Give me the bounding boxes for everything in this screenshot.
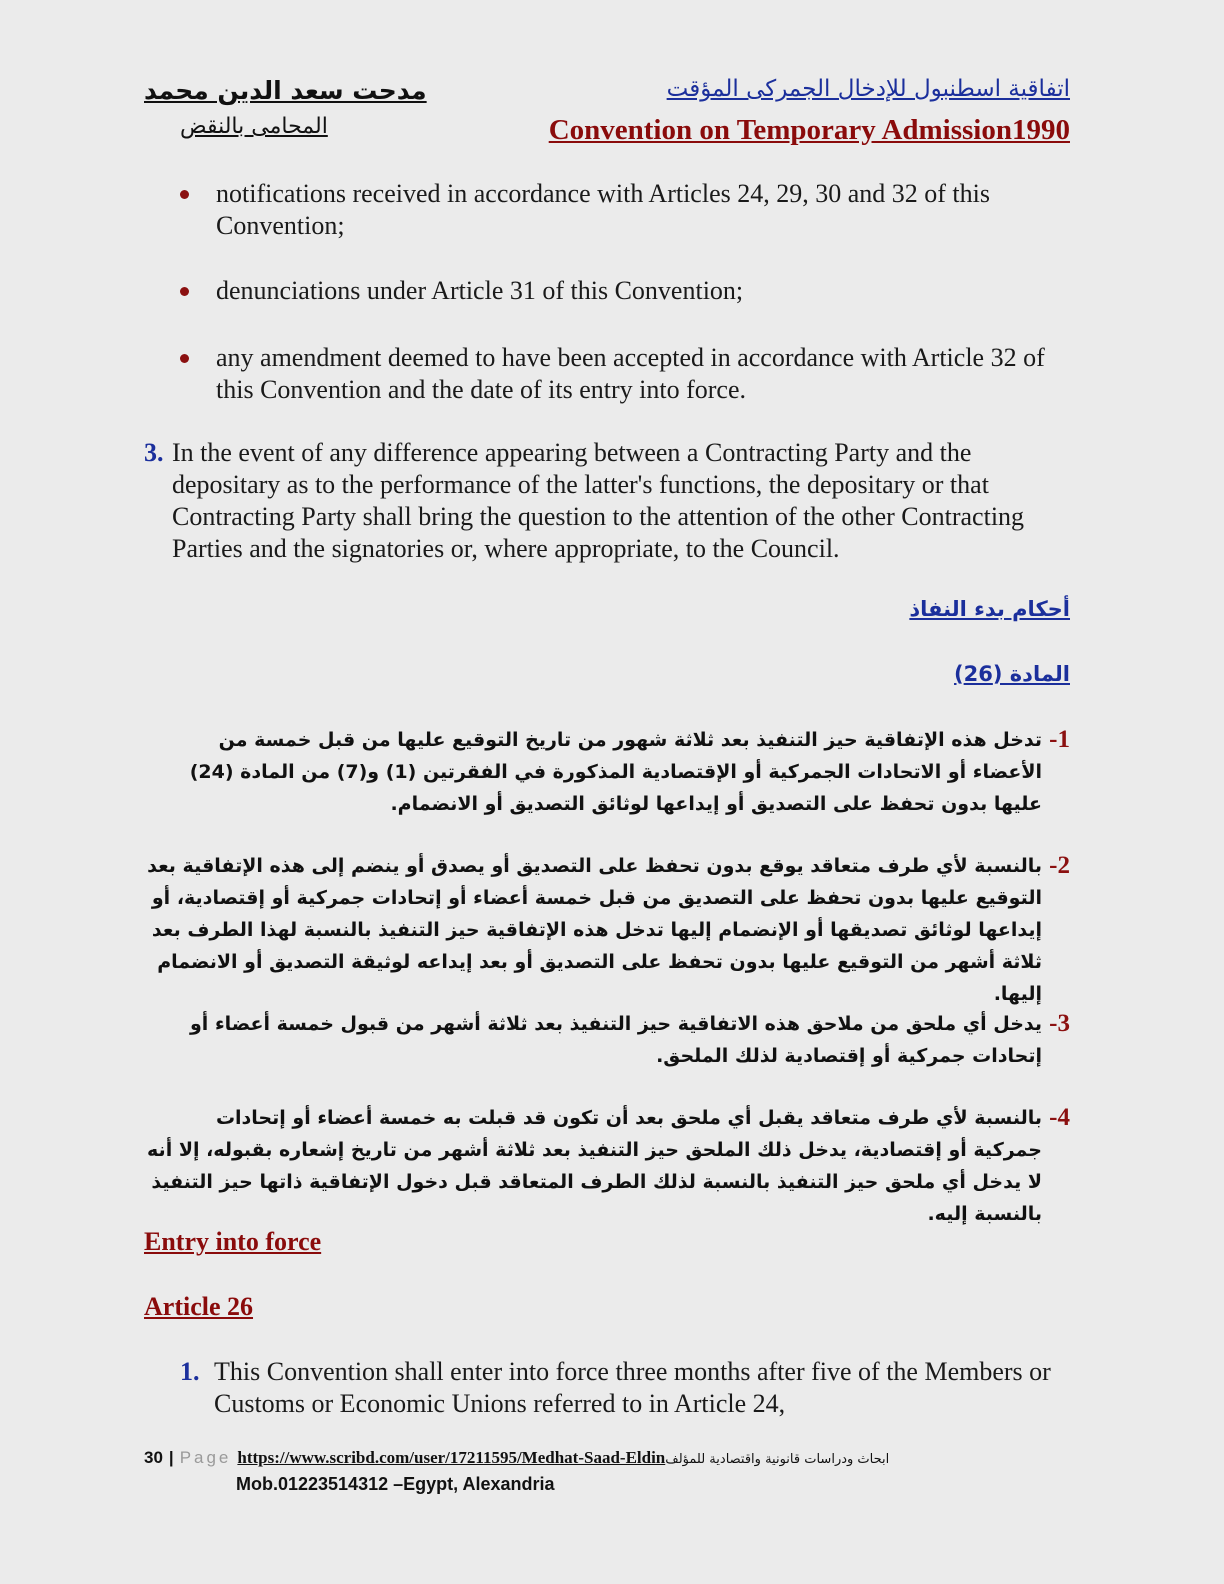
bullet-dot-icon [180, 287, 189, 296]
arabic-paragraph-text: بالنسبة لأي طرف متعاقد يوقع بدون تحفظ على التصديق أو يصدق أو ينضم إلى هذه الإتفاقية بعد التوقيع عليها بدون تحفظ على التصديق من قبل خمسة أعضاء أو إتحادات جمركية أو إقتصادية، أو إيداعها لوثائق تصديقها أو الإنضمام إليها تدخل هذه الإتفاقية حيز التنفيذ بالنسبة لهذا الطرف بعد ثلاثة أشهر من التوقيع عليها بدون تحفظ على التصديق أو بعد إيداعه لوثيقة التصديق أو الانضمام إليها. [147, 855, 1042, 1005]
page-word: Page [179, 1448, 232, 1467]
bullet-item [180, 342, 1080, 406]
arabic-paragraph-number: 3- [1049, 1010, 1070, 1037]
paragraph-text: In the event of any difference appearing between a Contracting Party and the depositary as to the performance of the latter's functions, the depositary or that Contracting Party shall bring the question to the attention of the other Contracting Parties and the signatories or, where appropriate, to the Council. [172, 438, 1025, 563]
arabic-paragraph-number: 1- [1049, 726, 1070, 753]
page-separator: | [168, 1448, 174, 1467]
arabic-paragraph-text: يدخل أي ملحق من ملاحق هذه الاتفاقية حيز التنفيذ بعد ثلاثة أشهر من قبول خمسة أعضاء أو إتحادات جمركية أو إقتصادية لذلك الملحق. [190, 1013, 1042, 1067]
arabic-paragraph-number: 4- [1049, 1104, 1070, 1131]
header-title-english: Convention on Temporary Admission1990 [548, 114, 1070, 146]
english-section-heading: Entry into force [144, 1227, 322, 1256]
article-item-text: This Convention shall enter into force three months after five of the Members or Customs or Economic Unions referred to in Article 24, [214, 1357, 1051, 1418]
arabic-paragraph-number: 2- [1049, 852, 1070, 879]
bullet-text: denunciations under Article 31 of this Convention; [216, 276, 744, 305]
bullet-item [180, 178, 1080, 242]
footer-url-link[interactable]: https://www.scribd.com/user/17211595/Medhat-Saad-Eldin [237, 1448, 666, 1467]
arabic-paragraph [144, 850, 1070, 1010]
arabic-article-heading: المادة (26) [954, 662, 1070, 686]
bullet-item [180, 275, 1080, 307]
arabic-paragraph-text: تدخل هذه الإتفاقية حيز التنفيذ بعد ثلاثة شهور من تاريخ التوقيع عليها من قبل خمسة من الأعضاء أو الاتحادات الجمركية أو الإقتصادية المذكورة في الفقرتين (1) و(7) من المادة (24) عليها بدون تحفظ على التصديق أو إيداعها لوثائق التصديق أو الانضمام. [189, 729, 1042, 815]
header-author-name: مدحت سعد الدين محمد [144, 76, 427, 105]
bullet-dot-icon [180, 354, 189, 363]
article-item-1 [180, 1356, 1080, 1420]
page-number: 30 [144, 1448, 163, 1467]
english-article-heading: Article 26 [144, 1292, 254, 1321]
footer-arabic-note: ابحاث ودراسات قانونية واقتصادية للمؤلف [665, 1452, 890, 1467]
arabic-paragraph [144, 1008, 1070, 1072]
footer-contact: Mob.01223514312 –Egypt, Alexandria [236, 1474, 555, 1494]
bullet-text: any amendment deemed to have been accepted in accordance with Article 32 of this Convention and the date of its entry into force. [216, 343, 1045, 404]
paragraph-3 [144, 437, 1080, 565]
arabic-paragraph [144, 1102, 1070, 1230]
bullet-text: notifications received in accordance with Articles 24, 29, 30 and 32 of this Convention; [216, 179, 990, 240]
header-title-arabic: اتفاقية اسطنبول للإدخال الجمركى المؤقت [666, 76, 1070, 102]
footer [144, 1448, 889, 1468]
paragraph-number: 3. [144, 438, 164, 467]
arabic-section-heading: أحكام بدء النفاذ [909, 597, 1070, 621]
header-author-role: المحامى بالنقض [180, 114, 328, 139]
bullet-dot-icon [180, 190, 189, 199]
article-item-number: 1. [180, 1357, 200, 1386]
arabic-paragraph [144, 724, 1070, 820]
arabic-paragraph-text: بالنسبة لأي طرف متعاقد يقبل أي ملحق بعد أن تكون قد قبلت به خمسة أعضاء أو إتحادات جمركية أو إقتصادية، يدخل ذلك الملحق حيز التنفيذ بعد ثلاثة أشهر من تاريخ إشعاره بقبوله، إلا أنه لا يدخل أي ملحق حيز التنفيذ بالنسبة لذلك الطرف المتعاقد قبل دخول الإتفاقية ذاتها حيز التنفيذ بالنسبة إليه. [147, 1107, 1042, 1225]
